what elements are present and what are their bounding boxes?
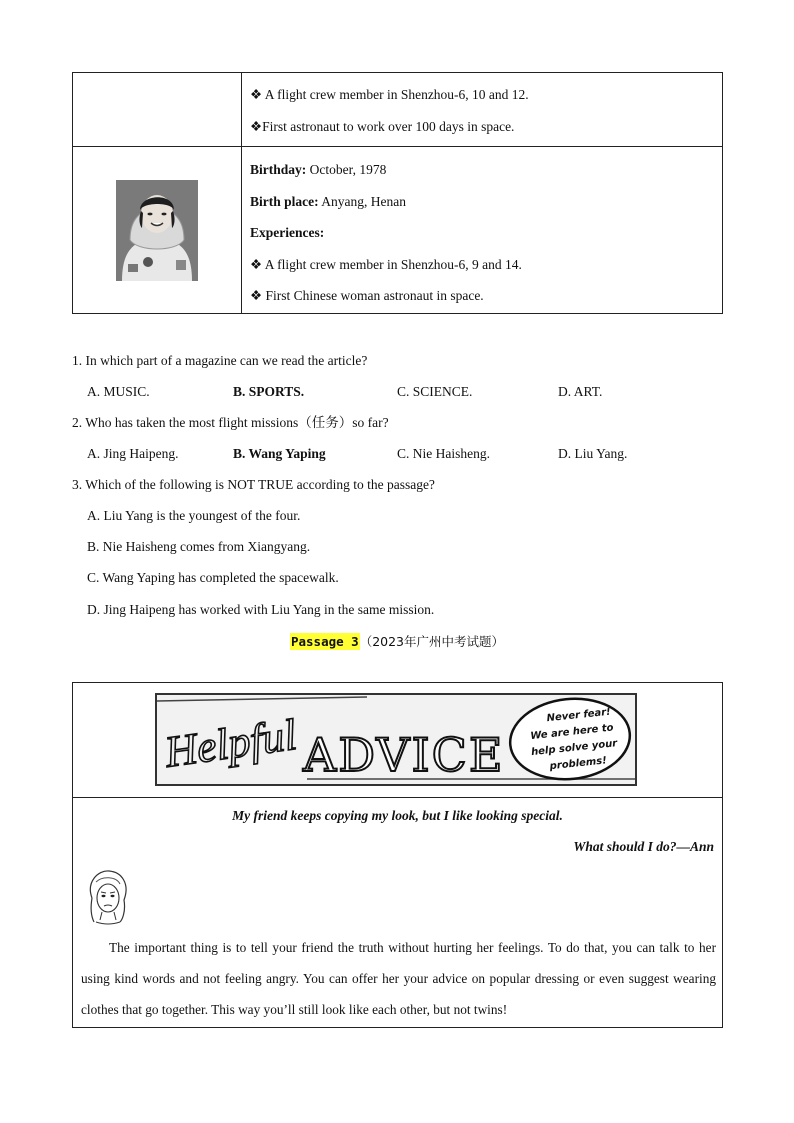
bubble-line-1: Never fear! [546,706,612,725]
option-c: C. Nie Haisheng. [397,446,490,461]
question-3: 3. Which of the following is NOT TRUE according to the passage? [72,477,435,492]
birthplace-label: Birth place: [250,193,319,209]
option-b: B. Wang Yaping [233,446,326,461]
birthday-value: October, 1978 [306,162,387,177]
experiences-label: Experiences: [250,225,325,240]
table-row [73,73,722,147]
advice-banner-cell [73,683,722,798]
bubble-line-4: problems! [549,755,608,773]
option-b: B. Nie Haisheng comes from Xiangyang. [87,539,311,555]
option-c: C. Wang Yaping has completed the spacewalk. [87,570,339,586]
helpful-advice-banner [155,693,637,786]
questions-section [72,350,723,630]
option-d: D. Liu Yang. [558,446,628,461]
experience-line: ❖ A flight crew member in Shenzhou-6, 10 and 12. [250,87,529,102]
experience-line: ❖ A flight crew member in Shenzhou-6, 9 and 14. [250,256,522,272]
question-2: 2. Who has taken the most flight missions（任务）so far? [72,415,389,430]
advice-answer: The important thing is to tell your friend the truth without hurting her feelings. To do that, you can talk to her using kind words and not feeling angry. You can offer her your advice on popular dressing or even suggest wearing clothes that go together. This way you’ll still look like each other, but not twins! [81,940,716,1017]
question-1-options [72,381,723,412]
info-cell [242,73,722,146]
experience-line: ❖First astronaut to work over 100 days in space. [250,118,515,134]
option-c: C. SCIENCE. [397,384,473,399]
advice-box [72,682,723,1028]
birthday-label: Birthday: [250,162,307,177]
option-a: A. MUSIC. [87,384,150,399]
option-d: D. Jing Haipeng has worked with Liu Yang in the same mission. [87,601,435,617]
birthday-line [250,160,722,192]
question-2-options [72,443,723,474]
passage-heading [0,632,794,652]
banner-helpful-text: Helpful [161,709,300,777]
option-b: B. SPORTS. [233,384,305,399]
birthplace-value: Anyang, Henan [318,193,406,209]
passage-label: Passage 3 [290,634,359,649]
experience-line: ❖ First Chinese woman astronaut in space. [250,288,484,303]
table-row [73,147,722,313]
photo-cell [73,147,242,313]
astronaut-portrait-image [116,180,198,281]
advice-question: My friend keeps copying my look, but I like looking special. [232,808,563,823]
birthplace-line [250,192,722,224]
advice-signature: What should I do?—Ann [573,839,714,854]
bubble-line-2: We are here to [529,722,615,743]
option-d: D. ART. [558,384,603,399]
option-a: A. Liu Yang is the youngest of the four. [87,508,301,523]
option-a: A. Jing Haipeng. [87,446,179,461]
question-1: 1. In which part of a magazine can we read the article? [72,353,368,368]
passage-source: （2023年广州中考试题） [359,634,505,649]
astronaut-table [72,72,723,314]
photo-cell-empty [73,73,242,146]
girl-sketch-image [82,868,132,926]
banner-advice-text: ADVICE [303,728,505,782]
bubble-line-3: help solve your [530,738,618,759]
info-cell [242,147,722,313]
